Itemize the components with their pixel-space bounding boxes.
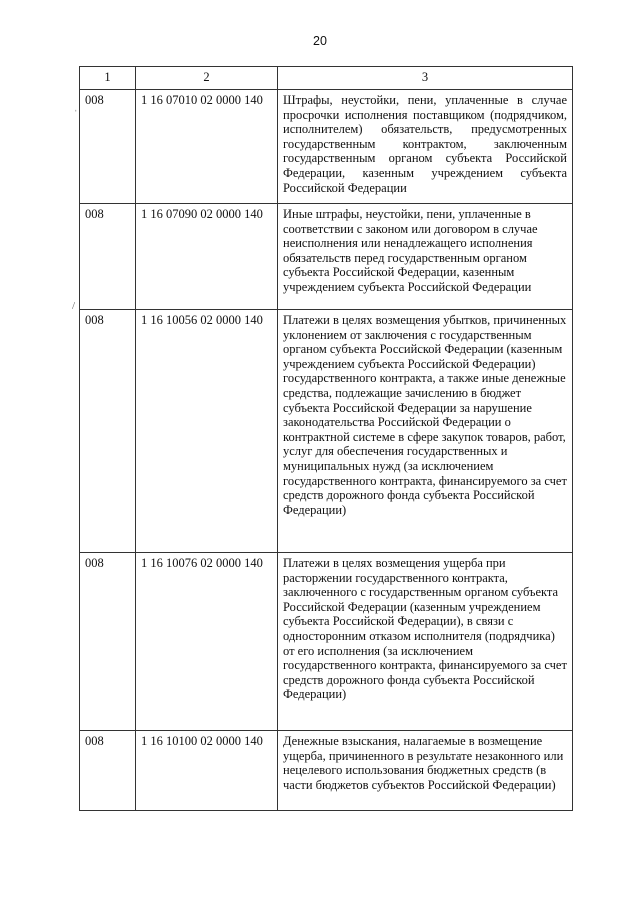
admin-code-cell: 008: [80, 731, 136, 811]
kbk-code-cell: 1 16 10100 02 0000 140: [136, 731, 278, 811]
admin-code-cell: 008: [80, 204, 136, 310]
description-cell: Платежи в целях возмещения ущерба при расторжении государственного контракта, заключенного с государственным органом субъекта Российской Федерации (казенным учреждением субъекта Российской Федерации), в связи с односторонним отказом исполнителя (подрядчика) от его исполнения (за исключением государственного контракта, финансируемого за счет средств дорожного фонда субъекта Российской Федерации): [278, 553, 573, 731]
admin-code-cell: 008: [80, 553, 136, 731]
kbk-code-cell: 1 16 10056 02 0000 140: [136, 310, 278, 553]
column-header-2: 2: [136, 67, 278, 90]
description-cell: Денежные взыскания, налагаемые в возмещение ущерба, причиненного в результате незаконного или нецелевого использования бюджетных средств (в части бюджетов субъектов Российской Федерации): [278, 731, 573, 811]
admin-code-cell: 008: [80, 90, 136, 204]
table-row: [80, 731, 573, 811]
column-header-1: 1: [80, 67, 136, 90]
table-header-row: [80, 67, 573, 90]
description-cell: Иные штрафы, неустойки, пени, уплаченные в соответствии с законом или договором в случае неисполнения или ненадлежащего исполнения обязательств перед государственным органом субъекта Российской Федерации, казенным учреждением субъекта Российской Федерации: [278, 204, 573, 310]
admin-code-cell: 008: [80, 310, 136, 553]
table-row: [80, 204, 573, 310]
table-row: [80, 90, 573, 204]
kbk-code-cell: 1 16 07010 02 0000 140: [136, 90, 278, 204]
description-cell: Платежи в целях возмещения убытков, причиненных уклонением от заключения с государственным органом субъекта Российской Федерации (казенным учреждением субъекта Российской Федерации) государственного контракта, а также иные денежные средства, подлежащие зачислению в бюджет субъекта Российской Федерации за нарушение законодательства Российской Федерации о контрактной системе в сфере закупок товаров, работ, услуг для обеспечения государственных и муниципальных нужд (за исключением государственного контракта, финансируемого за счет средств дорожного фонда субъекта Российской Федерации): [278, 310, 573, 553]
kbk-code-cell: 1 16 07090 02 0000 140: [136, 204, 278, 310]
description-cell: Штрафы, неустойки, пени, уплаченные в случае просрочки исполнения поставщиком (подрядчиком, исполнителем) обязательств, предусмотренных государственным контрактом, заключенным государственным органом субъекта Российской Федерации, казенным учреждением субъекта Российской Федерации: [278, 90, 573, 204]
budget-codes-table: [79, 66, 573, 811]
kbk-code-cell: 1 16 10076 02 0000 140: [136, 553, 278, 731]
scan-mark: /: [72, 300, 76, 312]
table-row: [80, 310, 573, 553]
table-row: [80, 553, 573, 731]
scan-mark: ˌ: [74, 100, 78, 112]
page-number: 20: [313, 34, 327, 48]
column-header-3: 3: [278, 67, 573, 90]
